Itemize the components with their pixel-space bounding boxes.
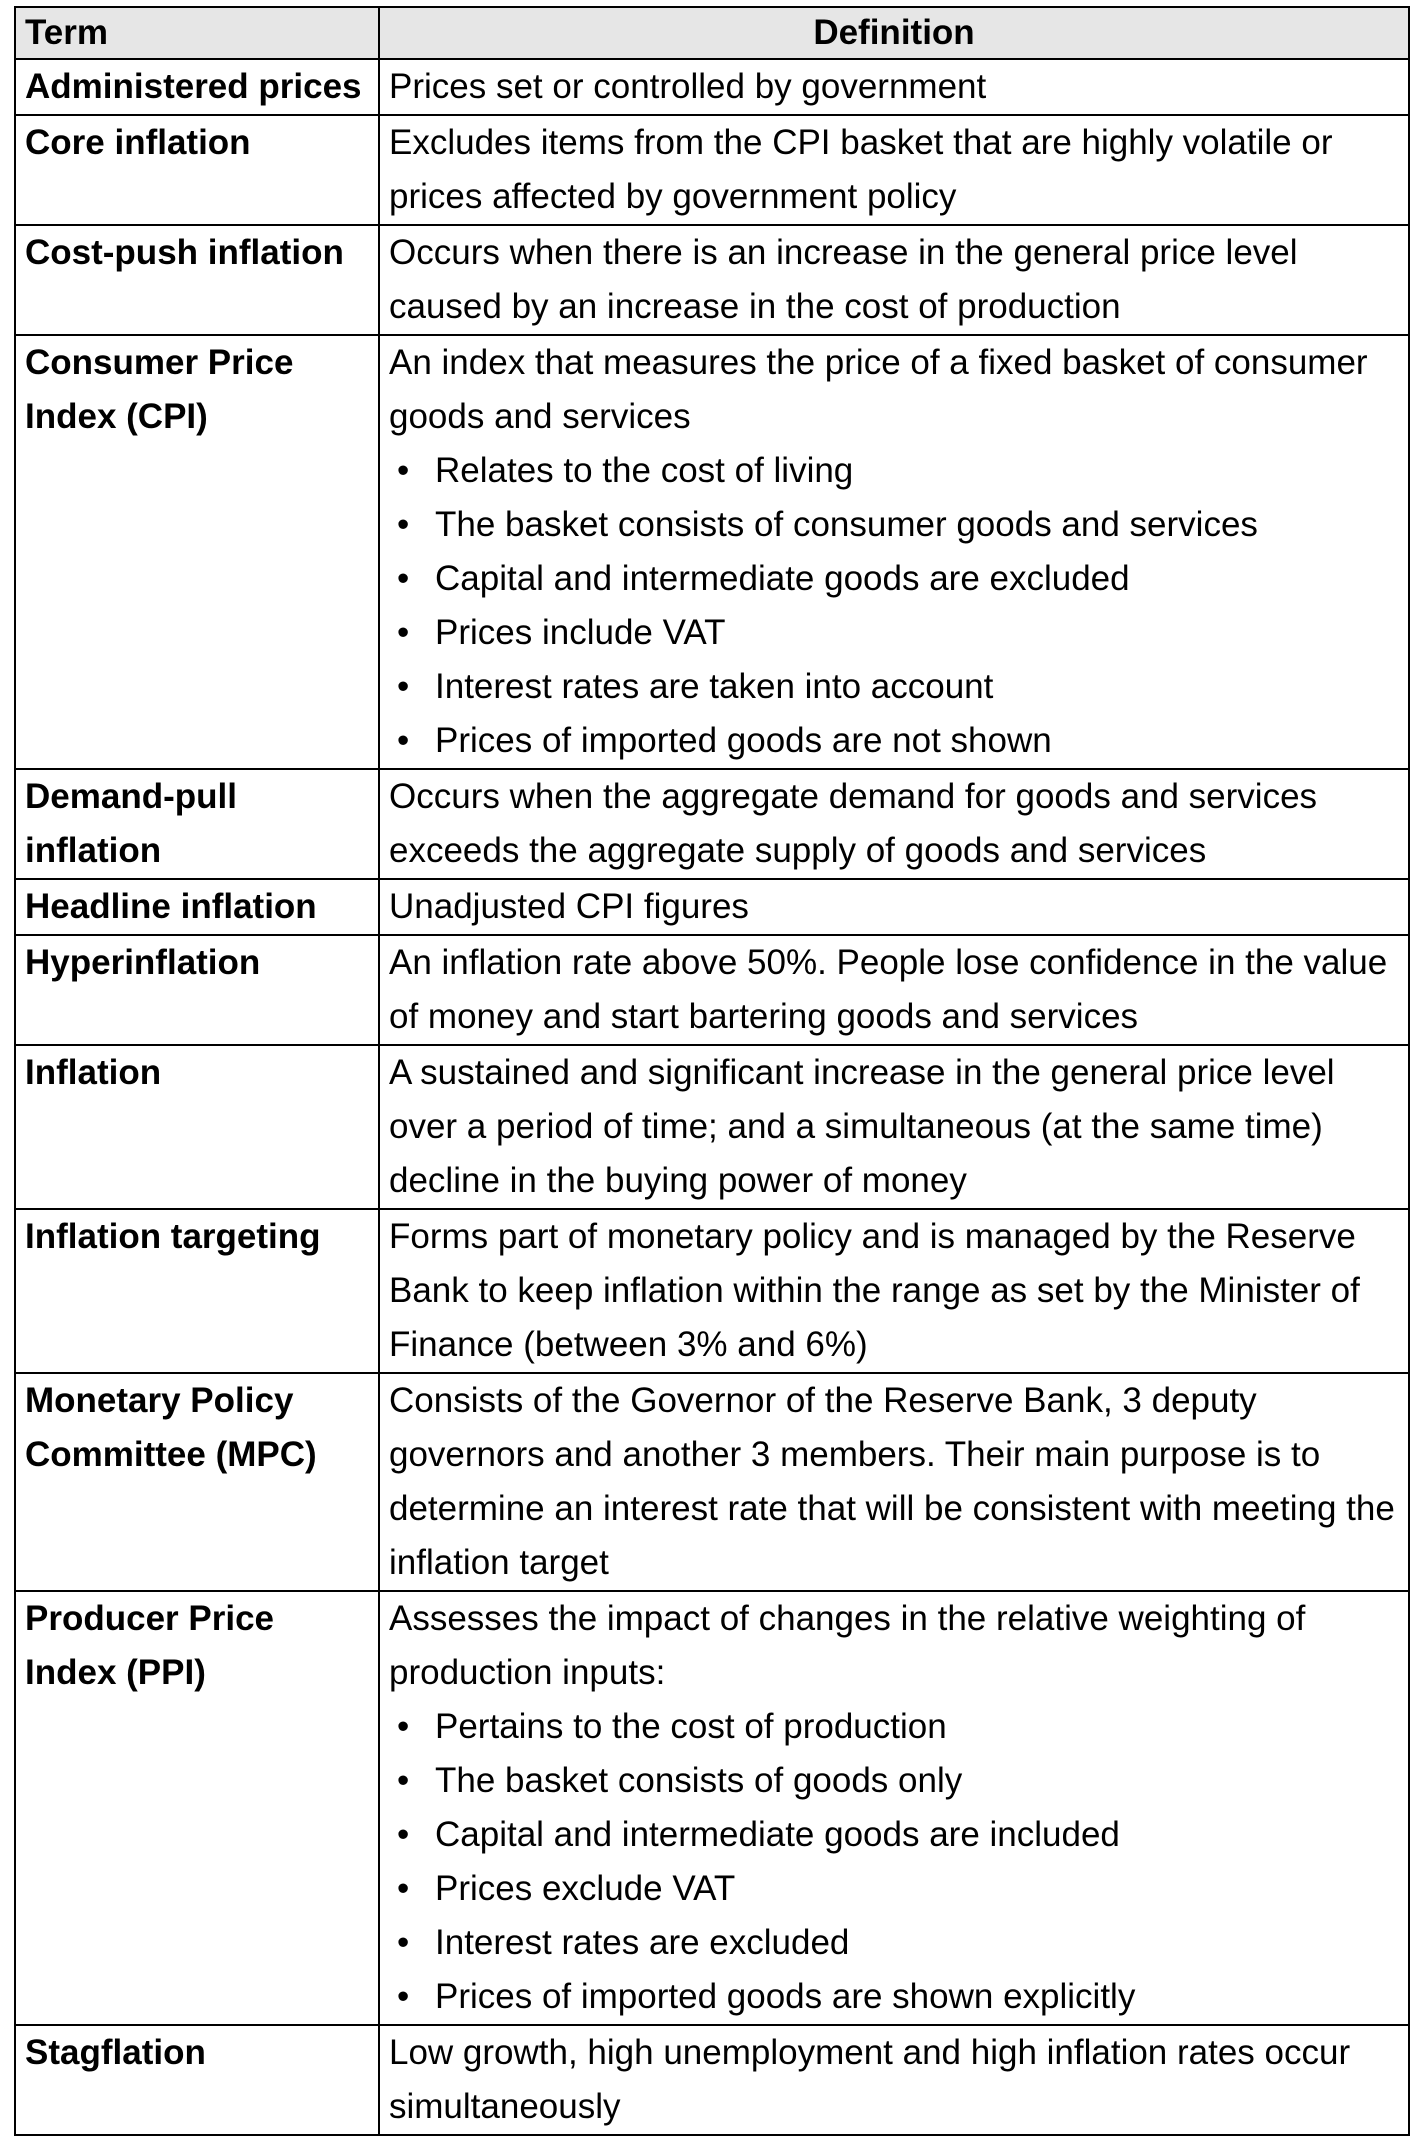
- bullet-item: • Prices of imported goods are shown explicitly: [389, 1970, 1399, 2024]
- table-row: [15, 879, 1409, 935]
- definition-text: Occurs when the aggregate demand for goods and services exceeds the aggregate supply of goods and services: [389, 777, 1318, 870]
- bullet-item: • Prices exclude VAT: [389, 1862, 1399, 1916]
- bullet-list: [389, 444, 1399, 768]
- definition-text: Forms part of monetary policy and is managed by the Reserve Bank to keep inflation within the range as set by the Minister of Finance (between 3% and 6%): [389, 1217, 1360, 1364]
- definition-text: Consists of the Governor of the Reserve Bank, 3 deputy governors and another 3 members. Their main purpose is to determine an interest rate that will be consistent with meeting the inflation target: [389, 1381, 1395, 1582]
- definition-cell: [379, 879, 1409, 935]
- definition-text: Occurs when there is an increase in the general price level caused by an increase in the cost of production: [389, 233, 1298, 326]
- definition-text: Assesses the impact of changes in the relative weighting of production inputs:: [389, 1599, 1306, 1692]
- bullet-icon: •: [397, 1977, 410, 2016]
- bullet-item: • The basket consists of goods only: [389, 1754, 1399, 1808]
- definition-cell: [379, 935, 1409, 1045]
- bullet-item: • The basket consists of consumer goods and services: [389, 498, 1399, 552]
- bullet-icon: •: [397, 1923, 410, 1962]
- term-cell: Stagflation: [15, 2025, 379, 2135]
- bullet-item: • Prices of imported goods are not shown: [389, 714, 1399, 768]
- table-row: [15, 769, 1409, 879]
- definition-text: Unadjusted CPI figures: [389, 887, 749, 926]
- table-row: [15, 935, 1409, 1045]
- bullet-item: • Capital and intermediate goods are excluded: [389, 552, 1399, 606]
- table-row: [15, 335, 1409, 769]
- term-cell: Producer Price Index (PPI): [15, 1591, 379, 2025]
- bullet-icon: •: [397, 721, 410, 760]
- table-row: [15, 1373, 1409, 1591]
- term-cell: Cost-push inflation: [15, 225, 379, 335]
- definition-cell: [379, 335, 1409, 769]
- bullet-item: • Prices include VAT: [389, 606, 1399, 660]
- bullet-icon: •: [397, 505, 410, 544]
- definition-text: Low growth, high unemployment and high inflation rates occur simultaneously: [389, 2033, 1351, 2126]
- term-cell: Administered prices: [15, 59, 379, 115]
- definition-cell: [379, 1373, 1409, 1591]
- bullet-icon: •: [397, 451, 410, 490]
- table-row: [15, 59, 1409, 115]
- definition-text: Prices set or controlled by government: [389, 67, 987, 106]
- term-column-header: Term: [15, 7, 379, 59]
- definition-text: A sustained and significant increase in the general price level over a period of time; and a simultaneous (at the same time) decline in the buying power of money: [389, 1053, 1335, 1200]
- table-row: [15, 1045, 1409, 1209]
- glossary-body: [15, 59, 1409, 2135]
- definition-cell: [379, 225, 1409, 335]
- definition-cell: [379, 1045, 1409, 1209]
- table-row: [15, 1209, 1409, 1373]
- bullet-icon: •: [397, 1869, 410, 1908]
- table-row: [15, 115, 1409, 225]
- term-cell: Demand-pull inflation: [15, 769, 379, 879]
- header-row: [15, 7, 1409, 59]
- term-cell: Inflation targeting: [15, 1209, 379, 1373]
- bullet-icon: •: [397, 1815, 410, 1854]
- definition-column-header: Definition: [379, 7, 1409, 59]
- table-row: [15, 1591, 1409, 2025]
- term-cell: Consumer Price Index (CPI): [15, 335, 379, 769]
- bullet-icon: •: [397, 667, 410, 706]
- bullet-item: • Interest rates are excluded: [389, 1916, 1399, 1970]
- term-cell: Hyperinflation: [15, 935, 379, 1045]
- glossary-table: [14, 6, 1410, 2136]
- definition-cell: [379, 1209, 1409, 1373]
- table-row: [15, 2025, 1409, 2135]
- definition-cell: [379, 769, 1409, 879]
- definition-text: An inflation rate above 50%. People lose confidence in the value of money and start bartering goods and services: [389, 943, 1388, 1036]
- term-cell: Inflation: [15, 1045, 379, 1209]
- term-cell: Core inflation: [15, 115, 379, 225]
- definition-cell: [379, 2025, 1409, 2135]
- definition-cell: [379, 1591, 1409, 2025]
- definition-text: An index that measures the price of a fixed basket of consumer goods and services: [389, 343, 1368, 436]
- definition-cell: [379, 115, 1409, 225]
- bullet-icon: •: [397, 613, 410, 652]
- bullet-item: • Pertains to the cost of production: [389, 1700, 1399, 1754]
- bullet-item: • Interest rates are taken into account: [389, 660, 1399, 714]
- table-row: [15, 225, 1409, 335]
- bullet-icon: •: [397, 1707, 410, 1746]
- term-cell: Headline inflation: [15, 879, 379, 935]
- bullet-list: [389, 1700, 1399, 2024]
- bullet-item: • Capital and intermediate goods are included: [389, 1808, 1399, 1862]
- bullet-icon: •: [397, 559, 410, 598]
- bullet-icon: •: [397, 1761, 410, 1800]
- definition-cell: [379, 59, 1409, 115]
- bullet-item: • Relates to the cost of living: [389, 444, 1399, 498]
- definition-text: Excludes items from the CPI basket that are highly volatile or prices affected by government policy: [389, 123, 1333, 216]
- term-cell: Monetary Policy Committee (MPC): [15, 1373, 379, 1591]
